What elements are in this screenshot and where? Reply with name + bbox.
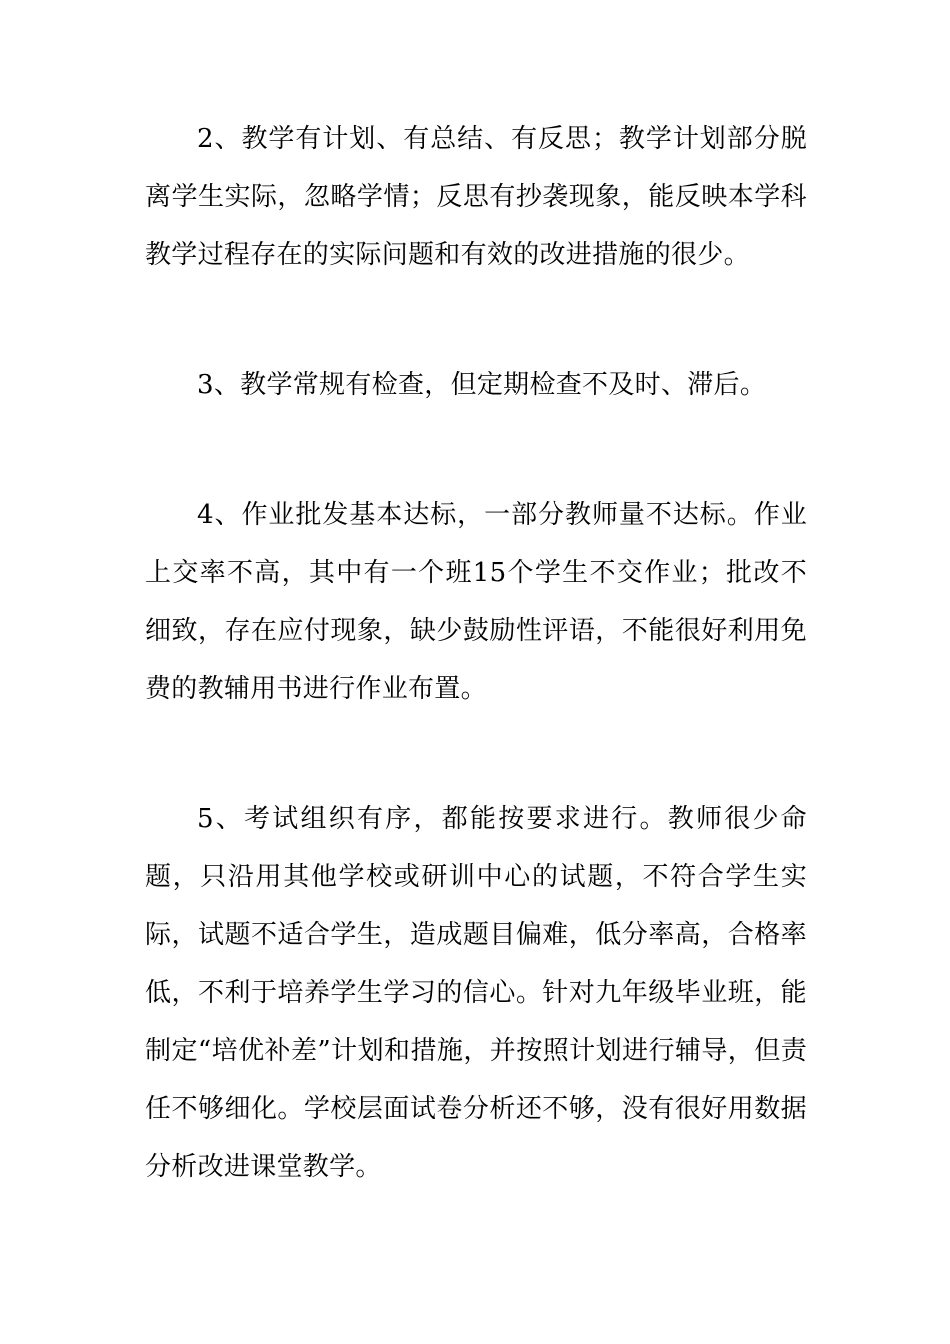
paragraph-item-5: 5、考试组织有序，都能按要求进行。教师很少命题，只沿用其他学校或研训中心的试题，不符合学生实际，试题不适合学生，造成题目偏难，低分率高，合格率低，不利于培养学生学习的信心。针对九年级毕业班，能制定“培优补差”计划和措施，并按照计划进行辅导，但责任不够细化。学校层面试卷分析还不够，没有很好用数据分析改进课堂教学。 [145, 804, 807, 1182]
paragraph-item-4: 4、作业批发基本达标，一部分教师量不达标。作业上交率不高，其中有一个班15个学生不交作业；批改不细致，存在应付现象，缺少鼓励性评语，不能很好利用免费的教辅用书进行作业布置。 [145, 500, 807, 704]
paragraph-item-2: 2、教学有计划、有总结、有反思；教学计划部分脱离学生实际，忽略学情；反思有抄袭现象，能反映本学科教学过程存在的实际问题和有效的改进措施的很少。 [145, 124, 807, 270]
document-body [145, 110, 807, 1196]
paragraph-item-3: 3、教学常规有检查，但定期检查不及时、滞后。 [197, 370, 767, 400]
